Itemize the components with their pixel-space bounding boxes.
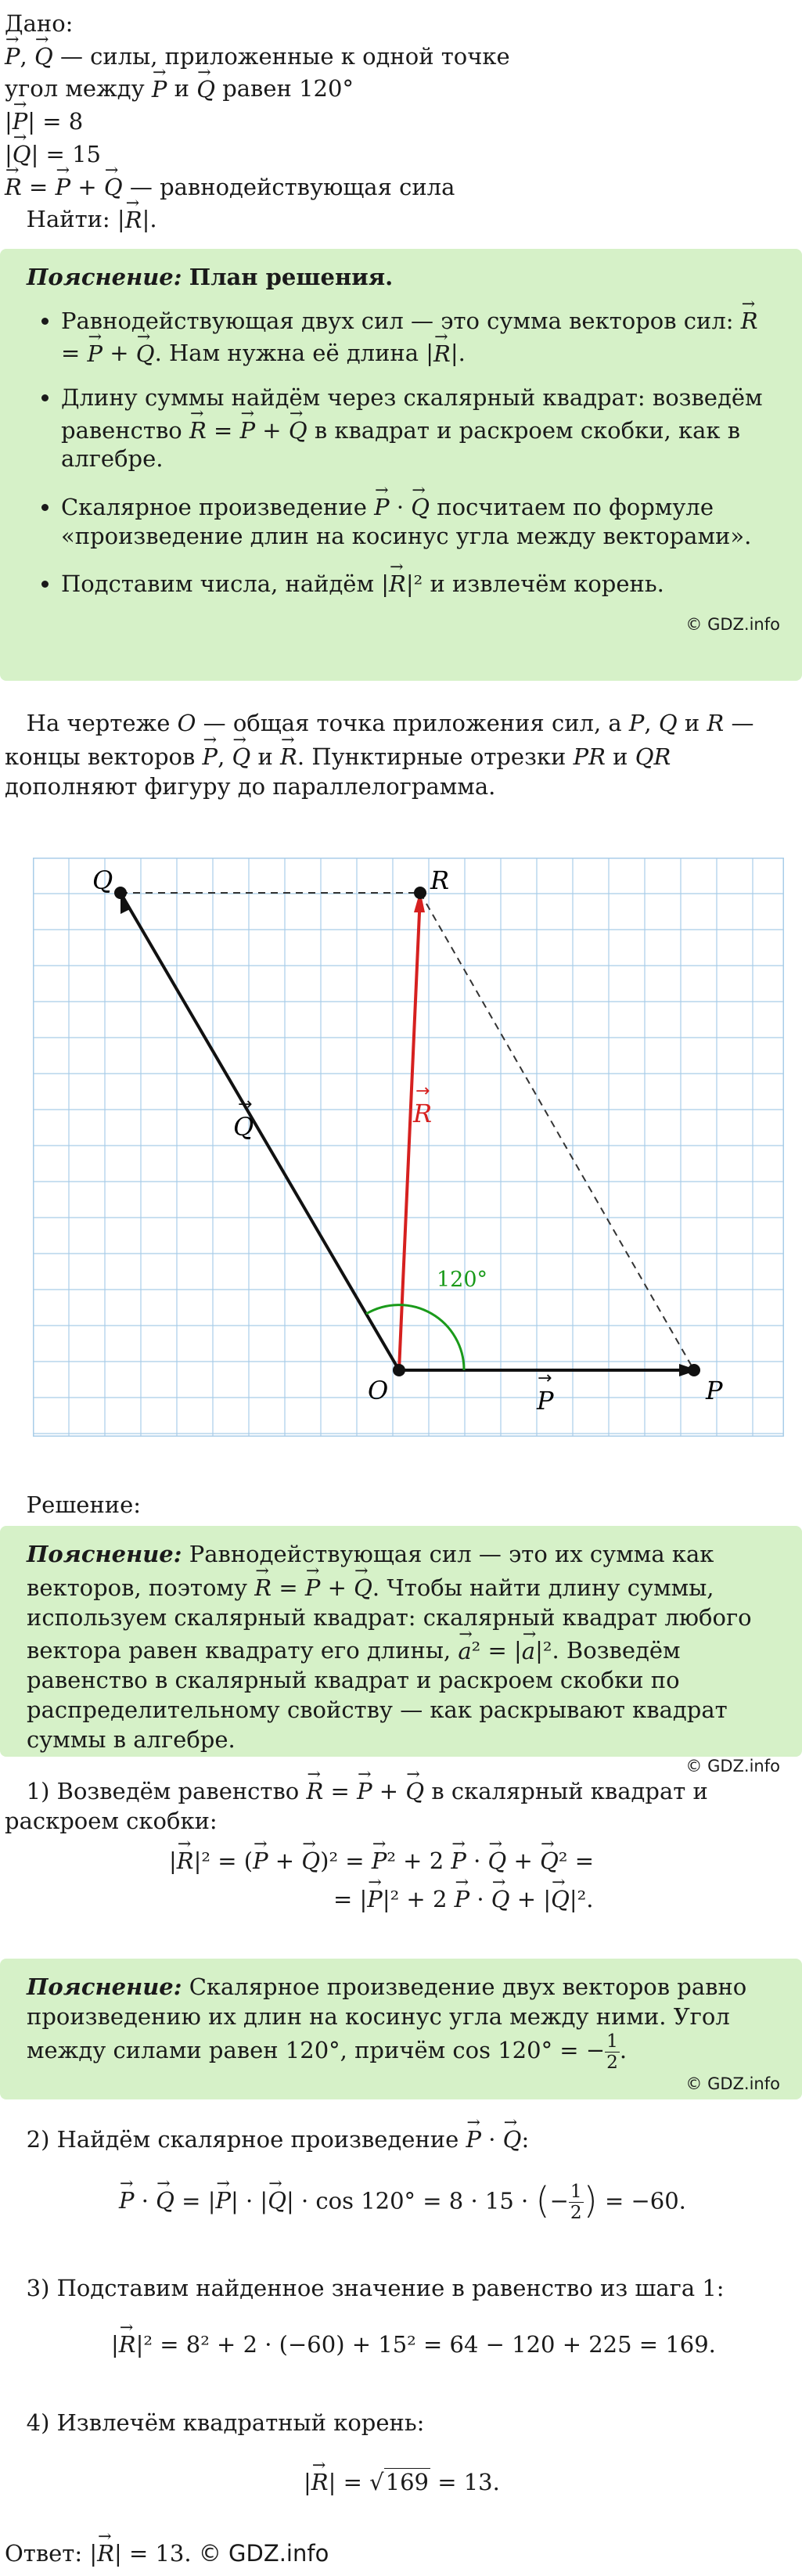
- given-section: Дано: → P, → Q — силы, приложенные к одной точке угол между → P и → Q равен 120° |→ P| = 8 |→ Q| = 15 → R = → P + → Q — равнодействующая сила Найти: |→ R|.: [5, 9, 795, 234]
- step-1-text-b: в скалярный квадрат и раскроем скобки:: [5, 1778, 708, 1834]
- list-item: • Равнодействующая двух сил — это сумма векторов сил: → R = → P + → Q. Нам нужна её длина |→ R|.: [61, 303, 780, 369]
- step-1-text: 1) Возведём равенство: [26, 1778, 300, 1805]
- plan-item-text: Скалярное произведение: [61, 494, 367, 521]
- plan-item-text: Равнодействующая двух сил — это сумма векторов сил:: [61, 307, 734, 334]
- point-p: [688, 1364, 700, 1376]
- plan-item-tail: . Нам нужна её длина |: [154, 340, 434, 367]
- figure-intro: На чертеже O — общая точка приложения сил, а P, Q и R — концы векторов → P, → Q и → R. Пунктирные отрезки PR и QR дополняют фигуру до параллелограмма.: [5, 709, 795, 801]
- list-item: • Длину суммы найдём через скалярный квадрат: возведём равенство → R = → P + → Q в квадрат и раскроем скобки, как в алгебре.: [61, 383, 780, 473]
- step-1-formula-line1: |→ R|² = (→ P + → Q)² = → P² + 2 → P · → Q + → Q² =: [5, 1843, 795, 1876]
- step-1: 1) Возведём равенство → R = → P + → Q в скалярный квадрат и раскроем скобки: |→ R|² = (→ P + → Q)² = → P² + 2 → P · → Q + → Q² = = |→ P|² + 2 → P · → Q + |→ Q|².: [5, 1773, 795, 1914]
- credit-label: © GDZ.info: [685, 614, 780, 634]
- step-4-root: 169: [385, 2468, 429, 2495]
- intro-d: — концы векторов: [5, 710, 754, 770]
- list-item: • Скалярное произведение → P · → Q посчитаем по формуле «произведение длин на косинус угла между векторами».: [61, 489, 780, 550]
- credit-label: © GDZ.info: [685, 1757, 780, 1776]
- given-line2: угол между: [5, 75, 145, 103]
- label-point-q: Q: [92, 865, 113, 895]
- given-and: и: [174, 75, 189, 103]
- label-point-r: R: [430, 865, 450, 895]
- vector-r-line: [399, 895, 420, 1370]
- label-vector-r: R: [413, 1099, 433, 1128]
- angle-label: 120°: [437, 1268, 488, 1292]
- step-4-text: 4) Извлечём квадратный корень:: [26, 2409, 425, 2436]
- point-r: [414, 887, 426, 899]
- explanation-lead: Пояснение:: [27, 264, 182, 290]
- label-point-p: P: [706, 1376, 723, 1405]
- vector-diagram: [33, 858, 784, 1437]
- explanation-scalar-square: Пояснение: Равнодействующая сил — это их сумма как векторов, поэтому → R = → P + → Q. Чтобы найти длину суммы, используем скалярный квадрат: скалярный квадрат любого вектора равен квадрату его длины, → a² = |→ a|². Возведём равенство в скалярный квадрат и раскроем скобки по распределительному свойству — как раскрывают квадрат суммы в алгебре. © GDZ.info: [0, 1526, 802, 1757]
- plan-item-tail: в квадрат и раскроем скобки, как в алгебре.: [61, 416, 741, 473]
- solution-label: [5, 1491, 795, 1520]
- arrow-mark-q: →: [238, 1095, 253, 1114]
- step-2: 2) Найдём скалярное произведение → P · → Q: → P · → Q = |→ P| · |→ Q| · cos 120° = 8 · 15 · (− $\frac{1}{2}$ ) = −60.: [5, 2121, 795, 2223]
- intro-c: и: [684, 710, 700, 736]
- step-4-formula: |→ R| = √169 = 13.: [5, 2464, 795, 2497]
- list-item: • Подставим числа, найдём |→ R|² и извлечём корень.: [61, 566, 780, 599]
- point-o: [393, 1364, 405, 1376]
- find-label: Найти:: [26, 206, 110, 233]
- dashed-segment-pr: [420, 893, 694, 1370]
- step-3: [5, 2274, 795, 2358]
- step-4: [5, 2409, 795, 2496]
- arrow-mark-r: →: [415, 1081, 430, 1101]
- find-end: |.: [142, 206, 157, 233]
- given-label: Дано:: [5, 10, 74, 37]
- point-q: [114, 887, 127, 899]
- answer-value: | = 13.: [113, 2540, 192, 2567]
- answer: Ответ: |→ R| = 13. © GDZ.info: [5, 2535, 795, 2568]
- arrow-mark-p: →: [538, 1369, 552, 1388]
- explanation-lead: Пояснение:: [27, 1541, 182, 1567]
- label-vector-p: P: [537, 1386, 554, 1416]
- given-q-length: | = 15: [31, 141, 101, 167]
- plan-item-tail: и извлечём корень.: [430, 570, 664, 598]
- solution-label-text: Решение:: [26, 1491, 142, 1518]
- plan-heading: План решения.: [189, 264, 394, 290]
- intro-f: дополняют фигуру до параллелограмма.: [5, 772, 496, 800]
- credit-label: © GDZ.info: [685, 2074, 780, 2094]
- explanation-lead: Пояснение:: [27, 1973, 182, 2000]
- step-2-formula: → P · → Q = |→ P| · |→ Q| · cos 120° = 8 · 15 · (− $\frac{1}{2}$ ) = −60.: [5, 2178, 795, 2223]
- label-point-o: O: [368, 1376, 389, 1405]
- step-3-text: 3) Подставим найденное значение в равенство из шага 1:: [26, 2275, 725, 2301]
- answer-credit: © GDZ.info: [198, 2540, 329, 2567]
- plan-item-text: Подставим числа, найдём: [61, 570, 375, 598]
- given-p-length: | = 8: [27, 108, 84, 135]
- step-2-result: = −60.: [604, 2187, 686, 2214]
- explanation-text: Скалярное произведение двух векторов равно произведению их длин на косинус угла между ними. Угол между силами равен 120°, причём cos 120° = −: [27, 1973, 747, 2064]
- intro-e: . Пунктирные отрезки: [297, 743, 566, 770]
- step-2-text: 2) Найдём скалярное произведение: [26, 2126, 459, 2153]
- explanation-text: Равнодействующая сил — это их сумма как векторов, поэтому: [27, 1541, 714, 1601]
- step-1-formula-line2: = |→ P|² + 2 → P · → Q + |→ Q|².: [5, 1881, 795, 1915]
- plan-list: [27, 303, 780, 599]
- answer-label: Ответ: |: [5, 2540, 98, 2567]
- given-resultant: — равнодействующая сила: [129, 173, 455, 200]
- explanation-dot-product: Пояснение: Скалярное произведение двух векторов равно произведению их длин на косинус угла между ними. Угол между силами равен 120°, причём cos 120° = − $\frac{1}{2}$ . © GDZ.info: [0, 1959, 802, 2099]
- intro-a: На чертеже: [26, 710, 171, 736]
- label-vector-q: Q: [233, 1112, 254, 1142]
- fraction-one-half: $\frac{1}{2}$: [606, 2031, 618, 2073]
- explanation-text-c: . Возведём равенство в скалярный квадрат и раскроем скобки по распределительному свойству — как раскрывают квадрат суммы в алгебре.: [27, 1637, 728, 1753]
- step-3-formula: |→ R|² = 8² + 2 · (−60) + 15² = 64 − 120 + 225 = 169.: [5, 2326, 795, 2359]
- explanation-text-b: . Чтобы найти длину суммы, используем скалярный квадрат: скалярный квадрат любого вектора равен квадрату его длины,: [27, 1574, 752, 1664]
- plan-item-tail: посчитаем по формуле «произведение длин на косинус угла между векторами».: [61, 494, 752, 549]
- given-line1: — силы, приложенные к одной точке: [59, 42, 510, 70]
- plan-item-text: Длину суммы найдём через скалярный квадрат: возведём равенство: [61, 384, 763, 444]
- step-3-formula-text: = 8² + 2 · (−60) + 15² = 64 − 120 + 225 = 169.: [160, 2330, 716, 2358]
- given-angle: равен 120°: [222, 75, 354, 103]
- step-4-result: = 13.: [437, 2468, 500, 2495]
- intro-b: — общая точка приложения сил, а: [203, 710, 622, 736]
- explanation-plan: [0, 249, 802, 681]
